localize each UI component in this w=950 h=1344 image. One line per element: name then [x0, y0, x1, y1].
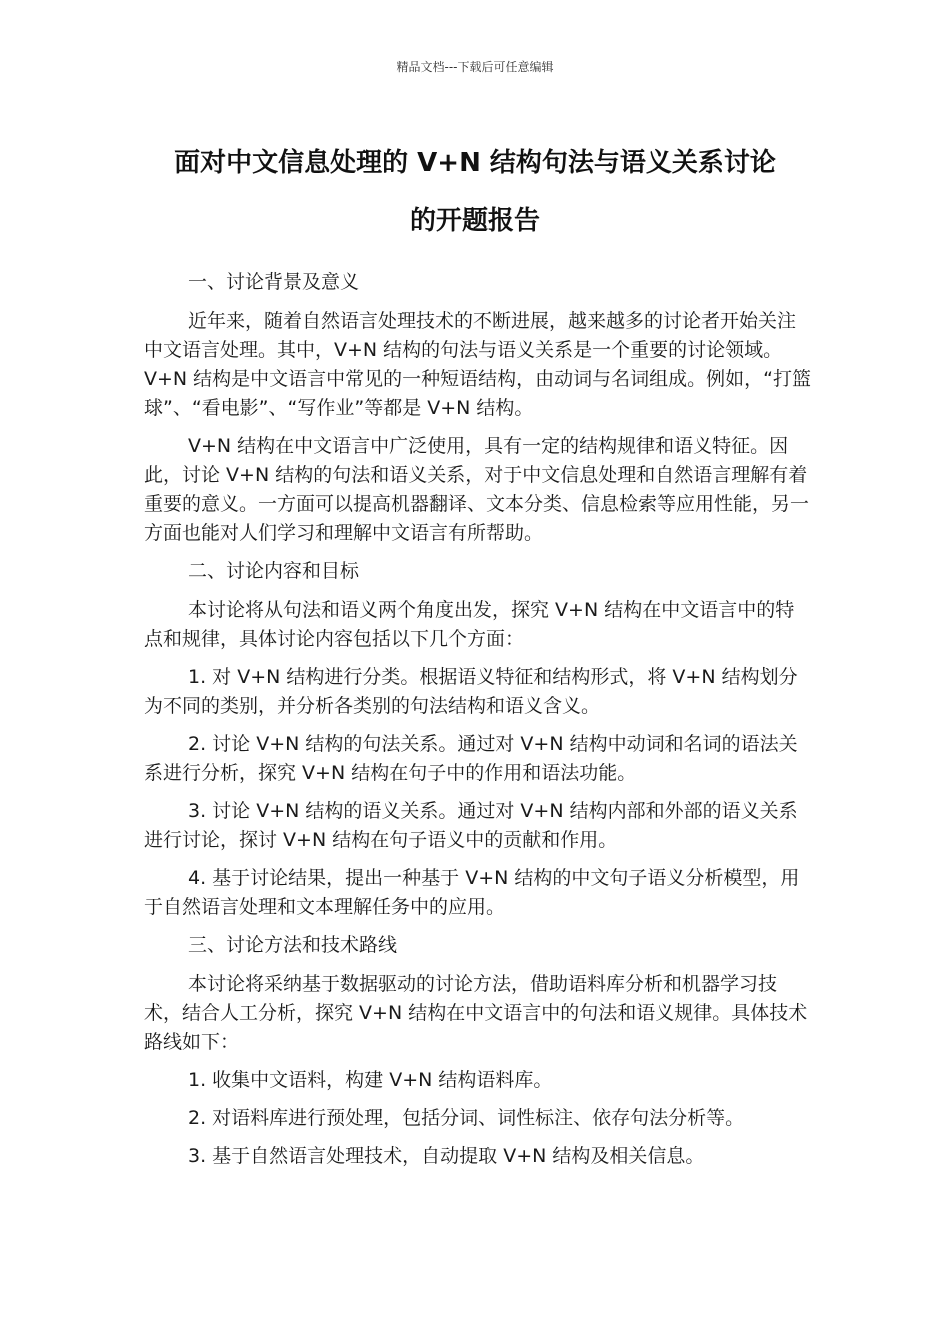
paragraph: V+N 结构在中文语言中广泛使用，具有一定的结构规律和语义特征。因此，讨论 V+N 结构的句法和语义关系，对于中文信息处理和自然语言理解有着重要的意义。一方面可以提高机器翻译、文本分类、信息检索等应用性能，另一方面也能对人们学习和理解中文语言有所帮助。: [144, 435, 810, 544]
document-body: [144, 268, 812, 1180]
list-item: 2. 讨论 V+N 结构的句法关系。通过对 V+N 结构中动词和名词的语法关系进行分析，探究 V+N 结构在句子中的作用和语法功能。: [144, 733, 798, 784]
list-item: 2. 对语料库进行预处理，包括分词、词性标注、依存句法分析等。: [188, 1107, 745, 1129]
title-line-2: 的开题报告: [409, 206, 540, 236]
list-item: 3. 讨论 V+N 结构的语义关系。通过对 V+N 结构内部和外部的语义关系进行讨论，探讨 V+N 结构在句子语义中的贡献和作用。: [144, 800, 798, 851]
list-item: 1. 收集中文语料，构建 V+N 结构语料库。: [188, 1069, 553, 1091]
title-line-1: 面对中文信息处理的 V+N 结构句法与语义关系讨论: [174, 148, 776, 178]
list-item: 4. 基于讨论结果，提出一种基于 V+N 结构的中文句子语义分析模型，用于自然语言处理和文本理解任务中的应用。: [144, 867, 800, 918]
section-heading: 一、讨论背景及意义: [188, 271, 360, 293]
paragraph: 近年来，随着自然语言处理技术的不断进展，越来越多的讨论者开始关注中文语言处理。其中，V+N 结构的句法与语义关系是一个重要的讨论领域。V+N 结构是中文语言中常见的一种短语结构，由动词与名词组成。例如，“打篮球”、“看电影”、“写作业”等都是 V+N 结构。: [144, 310, 812, 419]
paragraph: 本讨论将从句法和语义两个角度出发，探究 V+N 结构在中文语言中的特点和规律，具体讨论内容包括以下几个方面：: [144, 599, 795, 650]
section-heading: 二、讨论内容和目标: [188, 560, 360, 582]
section-heading: 三、讨论方法和技术路线: [188, 934, 398, 956]
paragraph: 本讨论将采纳基于数据驱动的讨论方法，借助语料库分析和机器学习技术，结合人工分析，探究 V+N 结构在中文语言中的句法和语义规律。具体技术路线如下：: [144, 973, 808, 1053]
page-header: 精品文档---下载后可任意编辑: [396, 60, 554, 74]
list-item: 1. 对 V+N 结构进行分类。根据语义特征和结构形式，将 V+N 结构划分为不同的类别，并分析各类别的句法结构和语义含义。: [144, 666, 798, 717]
document-title: [120, 134, 830, 250]
list-item: 3. 基于自然语言处理技术，自动提取 V+N 结构及相关信息。: [188, 1145, 705, 1167]
